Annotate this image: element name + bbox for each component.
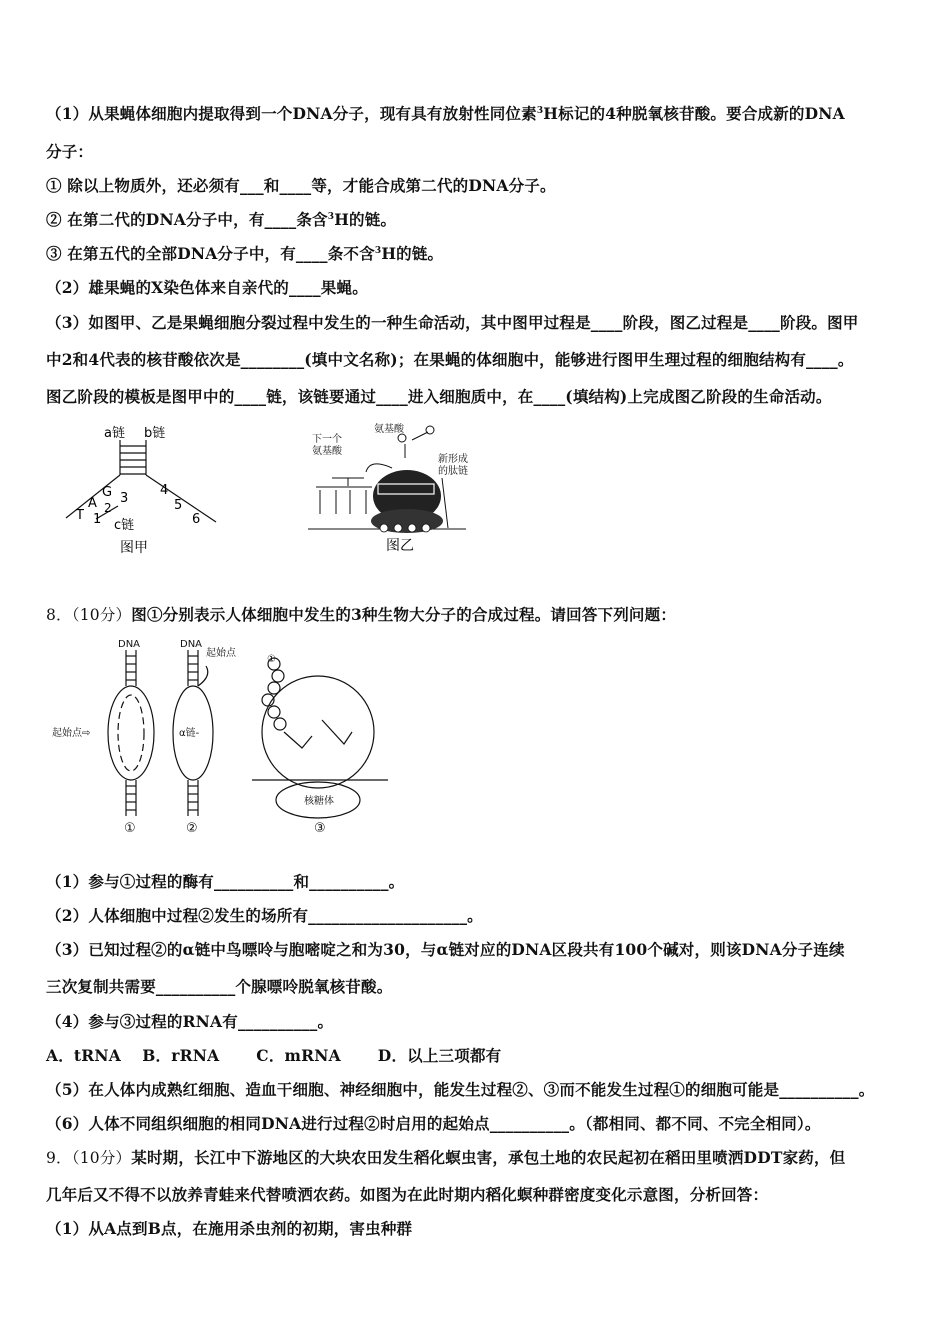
q7-part1-line2: 分子： [46,142,94,161]
label-T: T [76,508,84,523]
label-5: 5 [174,498,183,513]
label-next-aa-1: 下一个 [312,434,342,445]
q9-q1: （1）从A点到B点，在施用杀虫剂的初期，害虫种群 [46,1219,413,1238]
label-dna-1: DNA [118,639,141,650]
label-aa: 氨基酸 [374,424,404,435]
q7-part1-line1: （1）从果蝇体细胞内提取得到一个DNA分子，现有具有放射性同位素$^3$H标记的4种脱氧核苷酸。要合成新的DNA [46,104,845,123]
q8-q1: （1）参与①过程的酶有__________和__________。 [46,872,405,891]
caption-jia: 图甲 [120,540,148,556]
q7-sub3: ③ 在第五代的全部DNA分子中，有____条不含$^3$H的链。 [46,244,444,263]
label-peptide-2: 的肽链 [438,466,468,477]
caption-2: ② [186,821,198,836]
label-c-chain: c链 [114,518,135,533]
label-A: A [88,496,97,511]
figure-jia [56,420,236,560]
label-b-chain: b链 [144,426,166,441]
caption-1: ① [124,821,136,836]
label-alpha-chain: α链- [179,728,200,739]
figure-yi [302,418,472,560]
label-origin-left: 起始点⇨ [52,728,91,739]
q8-q3-line2: 三次复制共需要__________个腺嘌呤脱氧核苷酸。 [46,977,393,996]
q8-options: A．tRNA B．rRNA C．mRNA D．以上三项都有 [46,1046,502,1065]
q9-intro-line2: 几年后又不得不以放养青蛙来代替喷洒农药。如图为在此时期内稻化螟种群密度变化示意图，分析回答： [46,1185,769,1204]
q8-q6: （6）人体不同组织细胞的相同DNA进行过程②时启用的起始点__________。（都相同、都不同、不完全相同）。 [46,1114,821,1133]
q8-q4: （4）参与③过程的RNA有__________。 [46,1012,334,1031]
q8-q5: （5）在人体内成熟红细胞、造血干细胞、神经细胞中，能发生过程②、③而不能发生过程①的细胞可能是__________。 [46,1080,875,1099]
label-3: 3 [120,491,129,506]
label-4: 4 [160,483,169,498]
label-next-aa-2: 氨基酸 [312,446,342,457]
label-6: 6 [192,512,201,527]
label-a-chain: a链 [104,426,125,441]
label-origin-right: 起始点 [206,648,236,659]
label-top-1: ① [267,654,276,665]
q9-intro-line1: 9．（10分）某时期，长江中下游地区的大块农田发生稻化螟虫害，承包土地的农民起初在稻田里喷洒DDT家药，但 [46,1148,846,1167]
q8-intro: 8．（10分）图①分别表示人体细胞中发生的3种生物大分子的合成过程。请回答下列问题： [46,605,677,624]
label-G: G [102,485,113,500]
q7-part3-line2: 中2和4代表的核苷酸依次是________(填中文名称)；在果蝇的体细胞中，能够进行图甲生理过程的细胞结构有____。 [46,350,854,369]
label-1: 1 [93,512,102,527]
q8-q3-line1: （3）已知过程②的α链中鸟嘌呤与胞嘧啶之和为30，与α链对应的DNA区段共有100个碱对，则该DNA分子连续 [46,940,845,959]
q8-q2: （2）人体细胞中过程②发生的场所有____________________。 [46,906,483,925]
caption-yi: 图乙 [386,538,414,554]
label-dna-2: DNA [180,639,203,650]
q7-part2: （2）雄果蝇的X染色体来自亲代的____果蝇。 [46,278,368,297]
q7-part3-line1: （3）如图甲、乙是果蝇细胞分裂过程中发生的一种生命活动，其中图甲过程是____阶段，图乙过程是____阶段。图甲 [46,313,859,332]
figure-q8 [52,636,392,836]
label-peptide-1: 新形成 [438,454,468,465]
caption-3: ③ [314,821,326,836]
q7-part3-line3: 图乙阶段的模板是图甲中的____链，该链要通过____进入细胞质中，在____(填结构)上完成图乙阶段的生命活动。 [46,387,832,406]
q7-sub2: ② 在第二代的DNA分子中，有____条含$^3$H的链。 [46,210,397,229]
label-ribosome: 核糖体 [304,796,334,807]
q7-sub1: ① 除以上物质外，还必须有___和____等，才能合成第二代的DNA分子。 [46,176,556,195]
label-2: 2 [104,501,112,515]
